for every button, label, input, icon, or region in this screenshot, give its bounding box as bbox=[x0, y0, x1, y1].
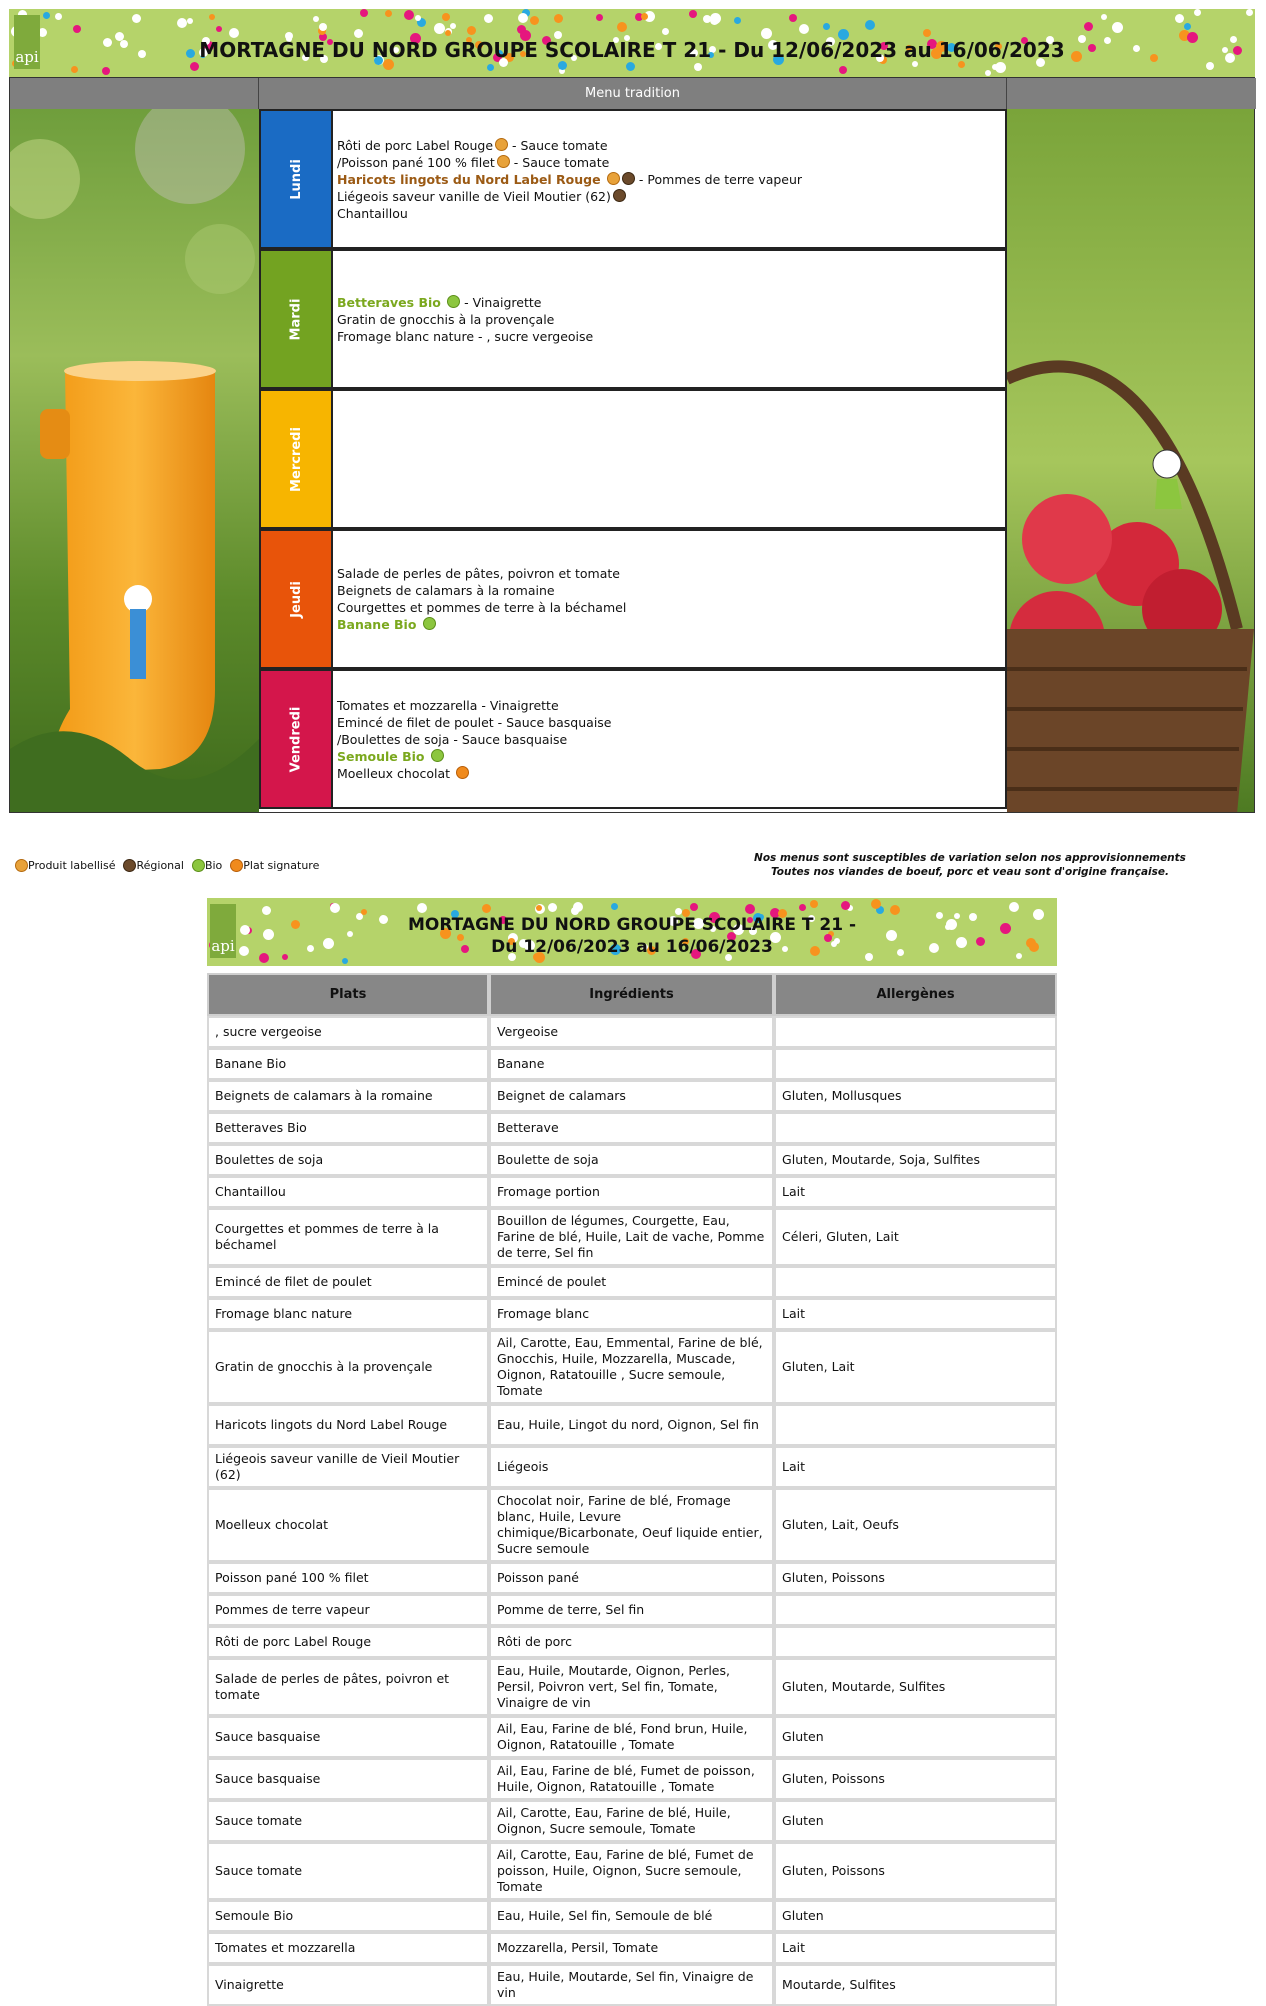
banner-dot bbox=[323, 938, 334, 949]
dish-line bbox=[337, 599, 999, 616]
dish-name: Tomates et mozzarella - Vinaigrette bbox=[337, 697, 559, 713]
day-label bbox=[261, 251, 333, 387]
dish-name: Salade de perles de pâtes, poivron et tomate bbox=[337, 566, 620, 581]
banner-dot bbox=[799, 904, 806, 911]
banner-dot bbox=[956, 937, 967, 948]
ingredients-cell: Ail, Eau, Farine de blé, Fond brun, Huile, Oignon, Ratatouille , Tomate bbox=[489, 1716, 774, 1758]
grid-header-menu bbox=[259, 78, 1007, 109]
banner-dot bbox=[379, 915, 388, 924]
banner-dot bbox=[319, 23, 327, 31]
dish-name: /Boulettes de soja - Sauce basquaise bbox=[337, 731, 568, 747]
dish-name: Rôti de porc Label Rouge bbox=[337, 137, 494, 153]
allergens-cell: Lait bbox=[774, 1932, 1057, 1964]
legend bbox=[13, 858, 323, 872]
col-plats: Plats bbox=[207, 973, 489, 1016]
col-allergenes: Allergènes bbox=[774, 973, 1057, 1016]
banner-dot bbox=[958, 61, 965, 68]
day-dishes bbox=[337, 671, 999, 807]
dish-name: Fromage blanc nature - , sucre vergeoise bbox=[337, 328, 594, 344]
day-label bbox=[261, 671, 333, 807]
day-label bbox=[261, 111, 333, 247]
note-line-1: Nos menus sont susceptibles de variation selon nos approvisionnements bbox=[754, 852, 1186, 864]
banner-dot bbox=[745, 904, 755, 914]
banner-dot bbox=[415, 15, 421, 21]
dish-name: Courgettes et pommes de terre à la béchamel bbox=[337, 600, 627, 615]
dish-line bbox=[337, 748, 999, 765]
menu-column-title: Menu tradition bbox=[585, 86, 680, 101]
banner-dot bbox=[487, 64, 494, 71]
dish-name: Gratin de gnocchis à la provençale bbox=[337, 311, 555, 327]
allergens-cell: Gluten, Moutarde, Sulfites bbox=[774, 1658, 1057, 1716]
allergens-cell: Gluten, Lait bbox=[774, 1330, 1057, 1404]
allergens-cell: Gluten, Moutarde, Soja, Sulfites bbox=[774, 1144, 1057, 1176]
ingredients-cell: Eau, Huile, Lingot du nord, Oignon, Sel fin bbox=[489, 1404, 774, 1446]
ingredients-cell: Emincé de poulet bbox=[489, 1266, 774, 1298]
allergens-cell: Lait bbox=[774, 1446, 1057, 1488]
banner-dot bbox=[799, 24, 809, 34]
apple-basket-image bbox=[1007, 109, 1254, 812]
banner-dot bbox=[1000, 923, 1011, 934]
dish-line bbox=[337, 328, 999, 345]
day-dishes bbox=[337, 251, 999, 387]
banner-dot bbox=[536, 905, 542, 911]
day-dishes bbox=[337, 111, 999, 247]
banner-dot bbox=[611, 903, 618, 910]
allergens-cell: Gluten, Mollusques bbox=[774, 1080, 1057, 1112]
bio-icon bbox=[192, 859, 205, 872]
banner-dot bbox=[1184, 23, 1191, 30]
allergens-cell: Gluten bbox=[774, 1716, 1057, 1758]
banner-dot bbox=[482, 904, 491, 913]
banner-dot bbox=[342, 958, 348, 964]
table-row bbox=[207, 1112, 1057, 1144]
ingredients-cell: Eau, Huile, Moutarde, Oignon, Perles, Persil, Poivron vert, Sel fin, Tomate, Vinaigre de vin bbox=[489, 1658, 774, 1716]
allergen-banner bbox=[207, 898, 1057, 966]
dish-cell: Boulettes de soja bbox=[207, 1144, 489, 1176]
legend-regional bbox=[121, 858, 183, 872]
day-row-mercredi bbox=[259, 389, 1007, 529]
banner-dot bbox=[132, 14, 141, 23]
right-decor-photo bbox=[1007, 109, 1254, 812]
day-label bbox=[261, 531, 333, 667]
dish-cell: Sauce basquaise bbox=[207, 1716, 489, 1758]
dish-cell: Salade de perles de pâtes, poivron et tomate bbox=[207, 1658, 489, 1716]
banner-dot bbox=[573, 902, 583, 912]
ingredients-cell: Banane bbox=[489, 1048, 774, 1080]
dish-name: Chantaillou bbox=[337, 205, 408, 221]
dish-accompaniment: - Sauce tomate bbox=[508, 137, 608, 153]
dish-line bbox=[337, 616, 999, 633]
day-dishes bbox=[337, 391, 999, 527]
api-logo-2: api bbox=[210, 904, 236, 958]
allergens-cell: Lait bbox=[774, 1176, 1057, 1208]
banner-dot bbox=[43, 12, 50, 19]
dish-cell: Chantaillou bbox=[207, 1176, 489, 1208]
dish-line bbox=[337, 697, 999, 714]
menu-note bbox=[700, 851, 1240, 879]
dish-cell: Rôti de porc Label Rouge bbox=[207, 1626, 489, 1658]
week-menu-grid bbox=[9, 77, 1255, 813]
allergen-table-header bbox=[207, 973, 1057, 1016]
ingredients-cell: Chocolat noir, Farine de blé, Fromage blanc, Huile, Levure chimique/Bicarbonate, Oeuf liquide entier, Sucre semoule bbox=[489, 1488, 774, 1562]
banner-dot bbox=[865, 20, 875, 30]
table-row bbox=[207, 1404, 1057, 1446]
dish-line bbox=[337, 714, 999, 731]
ingredients-cell: Eau, Huile, Sel fin, Semoule de blé bbox=[489, 1900, 774, 1932]
banner-dot bbox=[1175, 14, 1184, 23]
dish-line bbox=[337, 731, 999, 748]
banner-dot bbox=[710, 16, 719, 25]
bio-icon bbox=[431, 749, 444, 762]
table-row bbox=[207, 1800, 1057, 1842]
dish-name: Banane Bio bbox=[337, 617, 421, 632]
banner-dot bbox=[445, 30, 451, 36]
dish-line bbox=[337, 154, 999, 171]
allergens-cell: Gluten, Poissons bbox=[774, 1842, 1057, 1900]
banner-dot bbox=[187, 18, 193, 24]
allergens-cell: Gluten bbox=[774, 1900, 1057, 1932]
banner-dot bbox=[897, 949, 904, 956]
dish-cell: Beignets de calamars à la romaine bbox=[207, 1080, 489, 1112]
banner-dot bbox=[282, 954, 288, 960]
banner-dot bbox=[1194, 9, 1201, 16]
banner-dot bbox=[1033, 909, 1044, 920]
legend-signature bbox=[228, 858, 319, 872]
boot-grass-image bbox=[10, 109, 259, 812]
banner-dot bbox=[259, 953, 269, 963]
banner-dot bbox=[530, 16, 539, 25]
ingredients-cell: Rôti de porc bbox=[489, 1626, 774, 1658]
banner-dot bbox=[871, 899, 881, 909]
dish-cell: Gratin de gnocchis à la provençale bbox=[207, 1330, 489, 1404]
col-ingredients: Ingrédients bbox=[489, 973, 774, 1016]
banner-dot bbox=[1084, 22, 1093, 31]
day-label bbox=[261, 391, 333, 527]
ingredients-cell: Pomme de terre, Sel fin bbox=[489, 1594, 774, 1626]
left-decor-photo bbox=[10, 109, 259, 812]
banner-dot bbox=[229, 28, 239, 38]
signature-dish-icon bbox=[230, 859, 243, 872]
allergens-cell bbox=[774, 1112, 1057, 1144]
banner-dot bbox=[73, 25, 81, 33]
banner-dot bbox=[995, 62, 1006, 73]
table-row bbox=[207, 1758, 1057, 1800]
bio-icon bbox=[447, 295, 460, 308]
banner-dot bbox=[694, 63, 702, 71]
day-dishes bbox=[337, 531, 999, 667]
allergens-cell bbox=[774, 1594, 1057, 1626]
labellise-icon bbox=[607, 172, 620, 185]
ingredients-cell: Fromage blanc bbox=[489, 1298, 774, 1330]
dish-accompaniment: - Sauce tomate bbox=[509, 154, 610, 170]
banner-dot bbox=[690, 903, 698, 911]
banner-dot bbox=[969, 913, 977, 921]
ingredients-cell: Bouillon de légumes, Courgette, Eau, Farine de blé, Huile, Lait de vache, Pomme de terre, Sel fin bbox=[489, 1208, 774, 1266]
table-row bbox=[207, 1658, 1057, 1716]
table-row bbox=[207, 1842, 1057, 1900]
dish-cell: Tomates et mozzarella bbox=[207, 1932, 489, 1964]
dish-accompaniment: - Pommes de terre vapeur bbox=[634, 171, 803, 187]
table-row bbox=[207, 1626, 1057, 1658]
table-row bbox=[207, 1594, 1057, 1626]
dish-cell: Fromage blanc nature bbox=[207, 1298, 489, 1330]
banner-dot bbox=[442, 13, 450, 21]
label-product-icon bbox=[15, 859, 28, 872]
ingredients-cell: Liégeois bbox=[489, 1446, 774, 1488]
allergens-cell: Moutarde, Sulfites bbox=[774, 1964, 1057, 2006]
dish-cell: Banane Bio bbox=[207, 1048, 489, 1080]
dish-cell: Emincé de filet de poulet bbox=[207, 1266, 489, 1298]
dish-line bbox=[337, 137, 999, 154]
banner-dot bbox=[434, 23, 445, 34]
dish-name: /Poisson pané 100 % filet bbox=[337, 154, 495, 170]
banner-dot bbox=[890, 905, 900, 915]
dish-name: Haricots lingots du Nord Label Rouge bbox=[337, 171, 605, 187]
table-row bbox=[207, 1900, 1057, 1932]
regional-icon bbox=[123, 859, 136, 872]
dish-cell: Sauce tomate bbox=[207, 1800, 489, 1842]
banner-dot bbox=[810, 900, 818, 908]
banner-dot bbox=[641, 13, 648, 20]
banner-dot bbox=[976, 937, 985, 946]
banner-dot bbox=[347, 931, 353, 937]
allergens-cell bbox=[774, 1048, 1057, 1080]
banner-dot bbox=[923, 29, 931, 37]
legend-labellise bbox=[13, 858, 115, 872]
allergens-cell bbox=[774, 1016, 1057, 1048]
dish-line bbox=[337, 205, 999, 222]
banner-dot bbox=[55, 13, 62, 20]
banner-dot bbox=[360, 9, 368, 17]
banner-dot bbox=[71, 66, 78, 73]
banner-dot bbox=[385, 10, 392, 17]
banner-dot bbox=[262, 906, 271, 915]
ingredients-cell: Vergeoise bbox=[489, 1016, 774, 1048]
dish-line bbox=[337, 311, 999, 328]
dish-name: Emincé de filet de poulet - Sauce basquaise bbox=[337, 714, 612, 730]
allergens-cell: Gluten, Poissons bbox=[774, 1758, 1057, 1800]
banner-dot bbox=[1206, 62, 1214, 70]
dish-name: Betteraves Bio bbox=[337, 294, 446, 310]
dish-line bbox=[337, 294, 999, 311]
banner-dot bbox=[313, 16, 319, 22]
banner-dot bbox=[929, 943, 939, 953]
legend-bio bbox=[190, 858, 222, 872]
api-logo: api bbox=[14, 15, 40, 69]
dish-name: Semoule Bio bbox=[337, 748, 429, 764]
table-row bbox=[207, 1016, 1057, 1048]
dish-cell: Haricots lingots du Nord Label Rouge bbox=[207, 1404, 489, 1446]
labellise-icon bbox=[495, 138, 508, 151]
banner-dot bbox=[554, 14, 563, 23]
banner-dot bbox=[1101, 14, 1107, 20]
legend-signature-text: Plat signature bbox=[243, 858, 320, 872]
regional-icon bbox=[613, 189, 626, 202]
banner-dot bbox=[263, 929, 274, 940]
dish-line bbox=[337, 565, 999, 582]
dish-cell: Betteraves Bio bbox=[207, 1112, 489, 1144]
banner-dot bbox=[1009, 902, 1019, 912]
banner-dot bbox=[1016, 953, 1022, 959]
ingredients-cell: Eau, Huile, Moutarde, Sel fin, Vinaigre de vin bbox=[489, 1964, 774, 2006]
dish-cell: Semoule Bio bbox=[207, 1900, 489, 1932]
dish-name: Liégeois saveur vanille de Vieil Moutier (62) bbox=[337, 188, 611, 204]
ingredients-cell: Betterave bbox=[489, 1112, 774, 1144]
signature-icon bbox=[456, 766, 469, 779]
dish-line bbox=[337, 188, 999, 205]
banner-dot bbox=[102, 67, 110, 75]
allergens-cell: Gluten, Lait, Oeufs bbox=[774, 1488, 1057, 1562]
day-row-lundi bbox=[259, 109, 1007, 249]
banner-dot bbox=[689, 10, 697, 18]
banner-dot bbox=[841, 901, 850, 910]
ingredients-cell: Ail, Carotte, Eau, Emmental, Farine de blé, Gnocchis, Huile, Mozzarella, Muscade, Oignon, Ratatouille , Sucre semoule, Tomate bbox=[489, 1330, 774, 1404]
banner-dot bbox=[484, 14, 493, 23]
banner-dot bbox=[330, 903, 340, 913]
table-row bbox=[207, 1932, 1057, 1964]
allergens-cell bbox=[774, 1266, 1057, 1298]
banner-dot bbox=[518, 13, 528, 23]
page-title: MORTAGNE DU NORD GROUPE SCOLAIRE T 21 - Du 12/06/2023 au 16/06/2023 bbox=[199, 38, 1065, 62]
bio-icon bbox=[423, 617, 436, 630]
banner-dot bbox=[216, 26, 222, 32]
dish-cell: Sauce basquaise bbox=[207, 1758, 489, 1800]
ingredients-cell: Boulette de soja bbox=[489, 1144, 774, 1176]
banner-dot bbox=[291, 920, 300, 929]
dish-accompaniment: - Vinaigrette bbox=[460, 294, 542, 310]
ingredients-cell: Beignet de calamars bbox=[489, 1080, 774, 1112]
dish-cell: Pommes de terre vapeur bbox=[207, 1594, 489, 1626]
table-row bbox=[207, 1298, 1057, 1330]
table-row bbox=[207, 1488, 1057, 1562]
ingredients-cell: Mozzarella, Persil, Tomate bbox=[489, 1932, 774, 1964]
table-row bbox=[207, 1562, 1057, 1594]
day-name: Mercredi bbox=[288, 426, 304, 492]
dish-name: Moelleux chocolat bbox=[337, 765, 455, 781]
dish-line bbox=[337, 582, 999, 599]
ingredients-cell: Fromage portion bbox=[489, 1176, 774, 1208]
banner-dot bbox=[936, 912, 943, 919]
legend-regional-text: Régional bbox=[136, 858, 184, 872]
banner-dot bbox=[467, 26, 476, 35]
allergen-table bbox=[207, 973, 1057, 2006]
dish-cell: Liégeois saveur vanille de Vieil Moutier (62) bbox=[207, 1446, 489, 1488]
table-row bbox=[207, 1176, 1057, 1208]
banner-dot bbox=[239, 946, 249, 956]
banner-dot bbox=[954, 913, 960, 919]
day-name: Lundi bbox=[288, 158, 304, 200]
note-line-2: Toutes nos viandes de boeuf, porc et veau sont d'origine française. bbox=[771, 866, 1169, 878]
banner-dot bbox=[240, 925, 250, 935]
ingredients-cell: Poisson pané bbox=[489, 1562, 774, 1594]
banner-dot bbox=[361, 909, 367, 915]
banner-dot bbox=[789, 14, 797, 22]
legend-bio-text: Bio bbox=[204, 858, 223, 872]
banner-dot bbox=[307, 945, 314, 952]
grid-header-right bbox=[1007, 78, 1256, 109]
banner-dot bbox=[662, 28, 669, 35]
allergen-title: MORTAGNE DU NORD GROUPE SCOLAIRE T 21 - Du 12/06/2023 au 16/06/2023 bbox=[407, 915, 857, 957]
dish-cell: Vinaigrette bbox=[207, 1964, 489, 2006]
banner-dot bbox=[1246, 9, 1253, 16]
banner-dot bbox=[945, 924, 951, 930]
allergens-cell: Gluten bbox=[774, 1800, 1057, 1842]
dish-cell: Moelleux chocolat bbox=[207, 1488, 489, 1562]
dish-cell: Sauce tomate bbox=[207, 1842, 489, 1900]
dish-cell: Poisson pané 100 % filet bbox=[207, 1562, 489, 1594]
banner-dot bbox=[209, 14, 215, 20]
allergens-cell bbox=[774, 1404, 1057, 1446]
banner-dot bbox=[190, 62, 199, 71]
day-row-mardi bbox=[259, 249, 1007, 389]
table-row bbox=[207, 1208, 1057, 1266]
banner-dot bbox=[1029, 942, 1039, 952]
allergens-cell: Lait bbox=[774, 1298, 1057, 1330]
regional-icon bbox=[622, 172, 635, 185]
table-row bbox=[207, 1266, 1057, 1298]
ingredients-cell: Ail, Carotte, Eau, Farine de blé, Huile, Oignon, Sucre semoule, Tomate bbox=[489, 1800, 774, 1842]
ingredients-cell: Ail, Carotte, Eau, Farine de blé, Fumet de poisson, Huile, Oignon, Sucre semoule, Tomate bbox=[489, 1842, 774, 1900]
top-banner bbox=[9, 9, 1255, 77]
banner-dot bbox=[985, 70, 991, 76]
legend-labellise-text: Produit labellisé bbox=[28, 858, 116, 872]
dish-line bbox=[337, 171, 999, 188]
dish-name: Beignets de calamars à la romaine bbox=[337, 583, 555, 598]
table-row bbox=[207, 1080, 1057, 1112]
banner-dot bbox=[1112, 22, 1123, 33]
table-row bbox=[207, 1446, 1057, 1488]
allergens-cell bbox=[774, 1626, 1057, 1658]
day-name: Jeudi bbox=[288, 580, 304, 618]
banner-dot bbox=[823, 23, 830, 30]
banner-dot bbox=[354, 29, 363, 38]
dish-line bbox=[337, 765, 999, 782]
day-row-jeudi bbox=[259, 529, 1007, 669]
dish-cell: Courgettes et pommes de terre à la béchamel bbox=[207, 1208, 489, 1266]
allergens-cell: Céleri, Gluten, Lait bbox=[774, 1208, 1057, 1266]
banner-dot bbox=[839, 66, 847, 74]
day-name: Vendredi bbox=[288, 706, 304, 772]
day-row-vendredi bbox=[259, 669, 1007, 809]
banner-dot bbox=[558, 61, 567, 70]
banner-dot bbox=[617, 22, 627, 32]
banner-dot bbox=[626, 62, 635, 71]
banner-dot bbox=[596, 14, 603, 21]
banner-dot bbox=[548, 903, 557, 912]
allergens-cell: Gluten, Poissons bbox=[774, 1562, 1057, 1594]
grid-header-left bbox=[10, 78, 259, 109]
table-row bbox=[207, 1330, 1057, 1404]
table-row bbox=[207, 1048, 1057, 1080]
banner-dot bbox=[177, 18, 187, 28]
day-name: Mardi bbox=[288, 298, 304, 340]
labellise-icon bbox=[497, 155, 510, 168]
table-row bbox=[207, 1716, 1057, 1758]
banner-dot bbox=[734, 17, 741, 24]
ingredients-cell: Ail, Eau, Farine de blé, Fumet de poisson, Huile, Oignon, Ratatouille , Tomate bbox=[489, 1758, 774, 1800]
dish-cell: , sucre vergeoise bbox=[207, 1016, 489, 1048]
banner-dot bbox=[886, 930, 897, 941]
banner-dot bbox=[417, 903, 427, 913]
banner-dot bbox=[404, 10, 414, 20]
table-row bbox=[207, 1144, 1057, 1176]
